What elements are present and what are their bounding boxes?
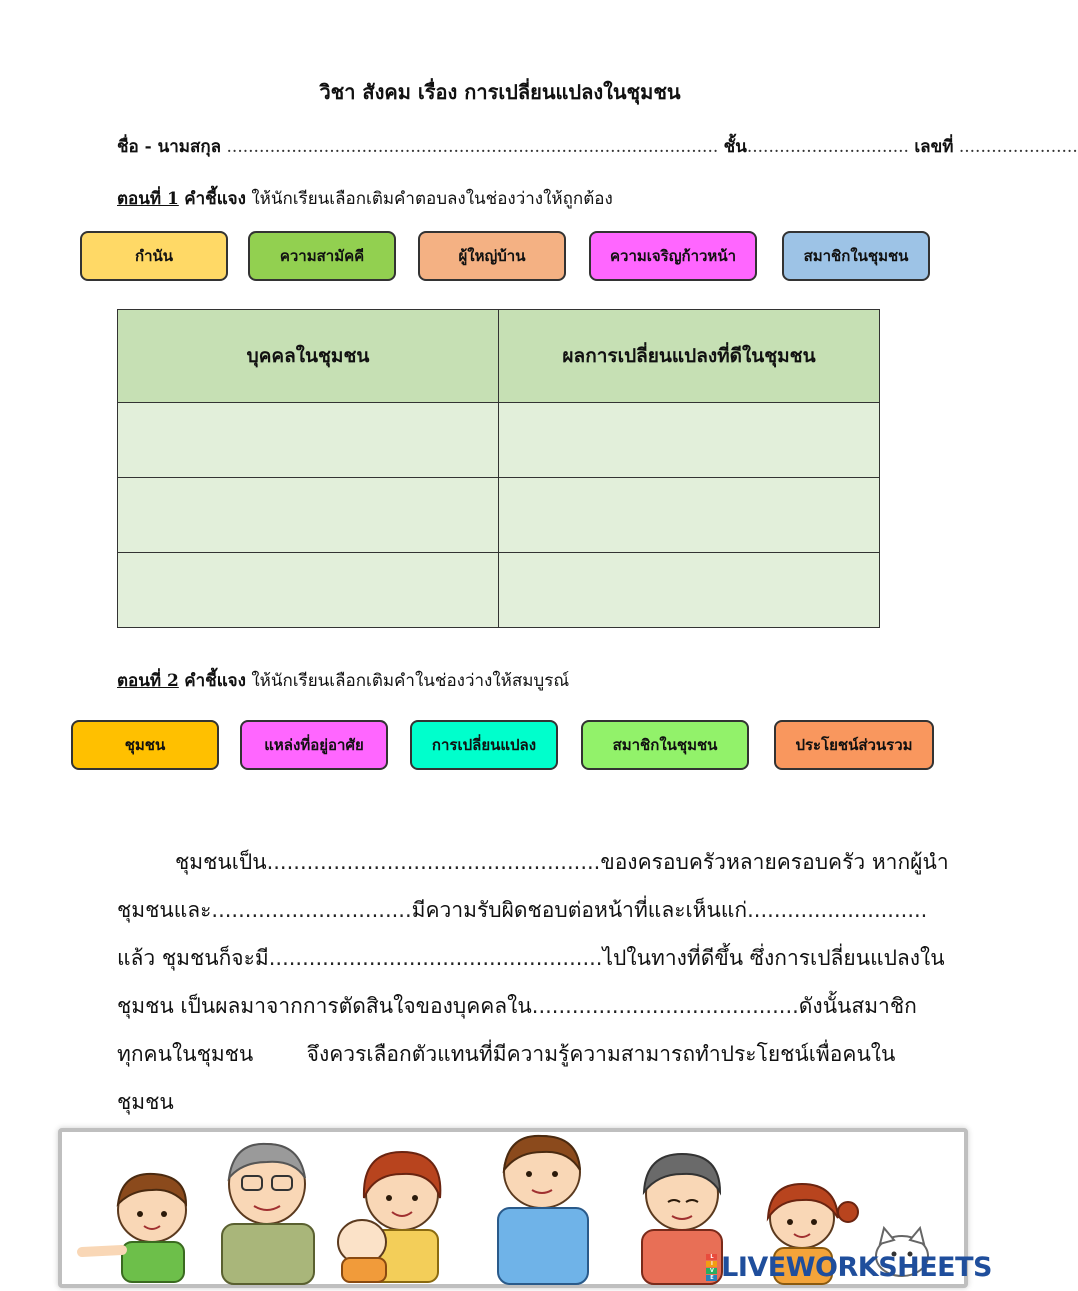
drop-cell[interactable] — [118, 553, 499, 628]
part1-instruction — [117, 185, 613, 212]
mother-figure — [338, 1152, 440, 1282]
paragraph-line — [117, 886, 928, 934]
blank-1[interactable]: .................................................. — [266, 850, 601, 874]
answer-table — [117, 309, 880, 628]
father-figure — [498, 1136, 588, 1284]
name-blank[interactable]: ........................................................................................... — [226, 137, 719, 157]
liveworksheets-logo — [706, 1252, 992, 1283]
column-header-result: ผลการเปลี่ยนแปลงที่ดีในชุมชน — [499, 310, 880, 403]
number-blank[interactable]: ...................... — [958, 137, 1078, 157]
word-chip-common-benefit[interactable]: ประโยชน์ส่วนรวม — [774, 720, 934, 770]
paragraph-text: แล้ว ชุมชนก็จะมี — [117, 946, 269, 970]
blank-5[interactable]: ........................................ — [531, 994, 799, 1018]
grandpa-figure — [222, 1144, 314, 1284]
part2-instruction-label: คำชี้แจง — [184, 671, 246, 691]
word-chip-community-member[interactable]: สมาชิกในชุมชน — [782, 231, 930, 281]
drop-cell[interactable] — [499, 553, 880, 628]
paragraph-text: ชุมชนเป็น — [175, 850, 267, 874]
paragraph-text: มีความรับผิดชอบต่อหน้าที่และเห็นแก่ — [411, 898, 748, 922]
boy-figure — [82, 1174, 186, 1282]
part1-label: ตอนที่ 1 — [117, 189, 179, 209]
number-label: เลขที่ — [914, 137, 954, 157]
word-chip-change[interactable]: การเปลี่ยนแปลง — [410, 720, 558, 770]
drop-cell[interactable] — [118, 478, 499, 553]
name-label: ชื่อ - นามสกุล — [117, 137, 222, 157]
class-label: ชั้น — [723, 137, 747, 157]
part1-instruction-label: คำชี้แจง — [184, 189, 246, 209]
blank-3[interactable]: ........................... — [747, 898, 928, 922]
class-blank[interactable]: .............................. — [746, 137, 909, 157]
table-row — [118, 403, 880, 478]
part2-instruction — [117, 667, 569, 694]
part2-label: ตอนที่ 2 — [117, 671, 179, 691]
paragraph-line — [117, 838, 949, 886]
word-chip-progress[interactable]: ความเจริญก้าวหน้า — [589, 231, 757, 281]
drop-cell[interactable] — [118, 403, 499, 478]
table-header-row — [118, 310, 880, 403]
paragraph-text: ไปในทางที่ดีขึ้น ซึ่งการเปลี่ยนแปลงใน — [602, 946, 945, 970]
table-row — [118, 553, 880, 628]
column-header-person: บุคคลในชุมชน — [118, 310, 499, 403]
word-chip-community-member[interactable]: สมาชิกในชุมชน — [581, 720, 749, 770]
word-chip-village-headman[interactable]: ผู้ใหญ่บ้าน — [418, 231, 566, 281]
drop-cell[interactable] — [499, 403, 880, 478]
paragraph-text: ของครอบครัวหลายครอบครัว หากผู้นำ — [600, 850, 949, 874]
paragraph-line — [117, 934, 945, 982]
paragraph-text: ชุมชนและ — [117, 898, 212, 922]
table-row — [118, 478, 880, 553]
word-chip-community[interactable]: ชุมชน — [71, 720, 219, 770]
fill-in-paragraph — [117, 838, 949, 1126]
page-title: วิชา สังคม เรื่อง การเปลี่ยนแปลงในชุมชน — [319, 80, 681, 104]
student-info-line — [117, 133, 1078, 160]
brand-text: LIVEWORKSHEETS — [721, 1252, 992, 1283]
paragraph-text: ชุมชน เป็นผลมาจากการตัดสินใจของบุคคลใน — [117, 994, 532, 1018]
liveworksheets-logo-icon: L I V E — [706, 1254, 717, 1281]
part2-instruction-text: ให้นักเรียนเลือกเติมคำในช่องว่างให้สมบูรณ์ — [251, 671, 570, 691]
paragraph-text: ดังนั้นสมาชิก — [798, 994, 917, 1018]
word-chip-kamnan[interactable]: กำนัน — [80, 231, 228, 281]
word-chip-unity[interactable]: ความสามัคคี — [248, 231, 396, 281]
word-chip-residence[interactable]: แหล่งที่อยู่อาศัย — [240, 720, 388, 770]
paragraph-line — [117, 982, 917, 1030]
paragraph-line: ทุกคนในชุมชน จึงควรเลือกตัวแทนที่มีความรู้ความสามารถทำประโยชน์เพื่อคนใน — [117, 1042, 896, 1066]
drop-cell[interactable] — [499, 478, 880, 553]
blank-2[interactable]: .............................. — [211, 898, 412, 922]
paragraph-line: ชุมชน — [117, 1090, 174, 1114]
part1-instruction-text: ให้นักเรียนเลือกเติมคำตอบลงในช่องว่างให้ถูกต้อง — [251, 189, 613, 209]
blank-4[interactable]: .................................................. — [268, 946, 603, 970]
